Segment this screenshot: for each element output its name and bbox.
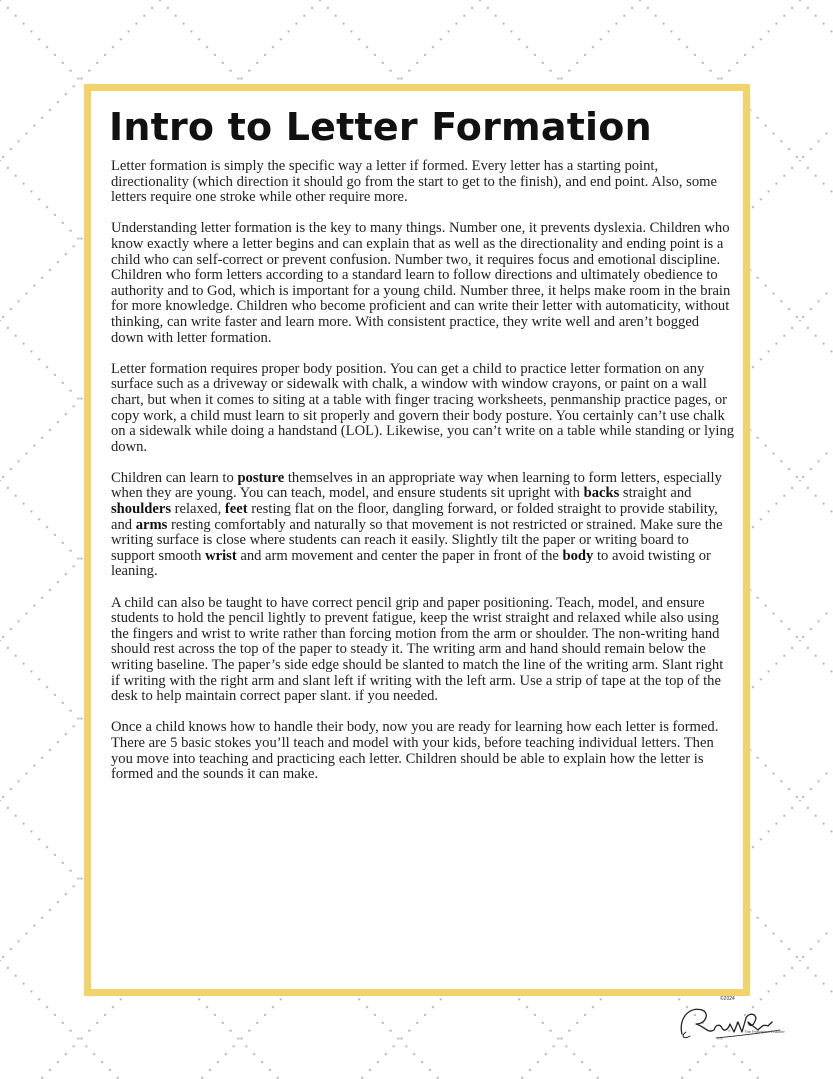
paragraph-importance: Understanding letter formation is the key to many things. Number one, it prevents dyslexia. Children who know exactly where a letter begins and can explain that as well as the directionality and ending point is a child who can self-correct or prevent confusion. Number two, it requires focus and emotional discipline. Children who form letters according to a standard learn to follow directions and ultimately obedience to authority and to God, which is important for a young child. Number three, it helps make room in the brain for more knowledge. Children who become proficient and can write their letter with automaticity, without thinking, can write faster and learn more. With consistent practice, they write well and aren’t bogged down with letter formation.	[111, 220, 731, 346]
feet-keyword: feet	[224, 501, 248, 518]
posture-text-segment: and arm movement and center the paper in front of the	[236, 547, 563, 564]
posture-text-segment: to avoid twisting or leaning.	[111, 547, 711, 580]
posture-text-segment: Children can learn to	[111, 469, 238, 486]
paragraph-posture	[111, 471, 735, 580]
content-card	[84, 84, 750, 996]
backs-keyword: backs	[583, 485, 620, 502]
article-body	[111, 159, 735, 798]
signature-tagline: The Principled Teacher	[744, 1029, 785, 1034]
author-signature-logo	[676, 996, 786, 1046]
page-title: Intro to Letter Formation	[109, 105, 652, 149]
paragraph-letter-formation-definition: Letter formation is simply the specific way a letter if formed. Every letter has a starting point, directionality (which direction it should go from the start to get to the finish), and end point. Also, some letters require one stroke while other require more.	[111, 158, 717, 206]
arms-keyword: arms	[135, 516, 168, 533]
paragraph-pencil-grip: A child can also be taught to have correct pencil grip and paper positioning. Teach, model, and ensure students to hold the pencil lightly to prevent fatigue, keep the wrist straight and relaxed while also using the fingers and wrist to write rather than forcing motion from the arm or shoulder. The non-writing hand should rest across the top of the paper to steady it. The writing arm and hand should remain below the writing baseline. The paper’s side edge should be slanted to match the line of the writing arm. Slant right if writing with the right arm and slant left if writing with the left arm. Use a strip of tape at the top of the desk to help maintain correct paper slant. if you needed.	[111, 594, 724, 705]
paragraph-body-position: Letter formation requires proper body position. You can get a child to practice letter formation on any surface such as a driveway or sidewalk with chalk, a window with window crayons, or paint on a wall chart, but when it comes to siting at a table with finger tracing worksheets, penmanship practice pages, or copy work, a child must learn to sit properly and govern their body posture. You certainly can’t use chalk on a sidewalk while doing a handstand (LOL). Likewise, you can’t write on a table while standing or lying down.	[111, 360, 735, 455]
posture-text-segment: relaxed,	[171, 501, 225, 518]
posture-text-segment: straight and	[619, 485, 692, 502]
copyright-mark: ©2024	[720, 996, 735, 1002]
posture-text-segment: resting flat on the floor, dangling forward, or folded straight to provide stability, and	[111, 501, 718, 533]
posture-text-segment: themselves in an appropriate way when learning to form letters, especially when they are young. You can teach, model, and ensure students sit upright with	[111, 469, 722, 502]
body-keyword: body	[562, 547, 594, 564]
posture-text-segment: resting comfortably and naturally so that movement is not restricted or strained. Make sure the writing surface is close where students can reach it easily. Slightly tilt the paper or writing board to support smooth	[111, 516, 723, 564]
wrist-keyword: wrist	[205, 547, 237, 564]
paragraph-basic-strokes: Once a child knows how to handle their body, now you are ready for learning how each letter is formed. There are 5 basic stokes you’ll teach and model with your kids, before teaching individual letters. Then you move into teaching and practicing each letter. Children should be able to explain how the letter is formed and the sounds it can make.	[111, 719, 719, 783]
posture-keyword: posture	[237, 469, 285, 486]
shoulders-keyword: shoulders	[111, 501, 172, 518]
signature-script-icon	[676, 996, 786, 1046]
